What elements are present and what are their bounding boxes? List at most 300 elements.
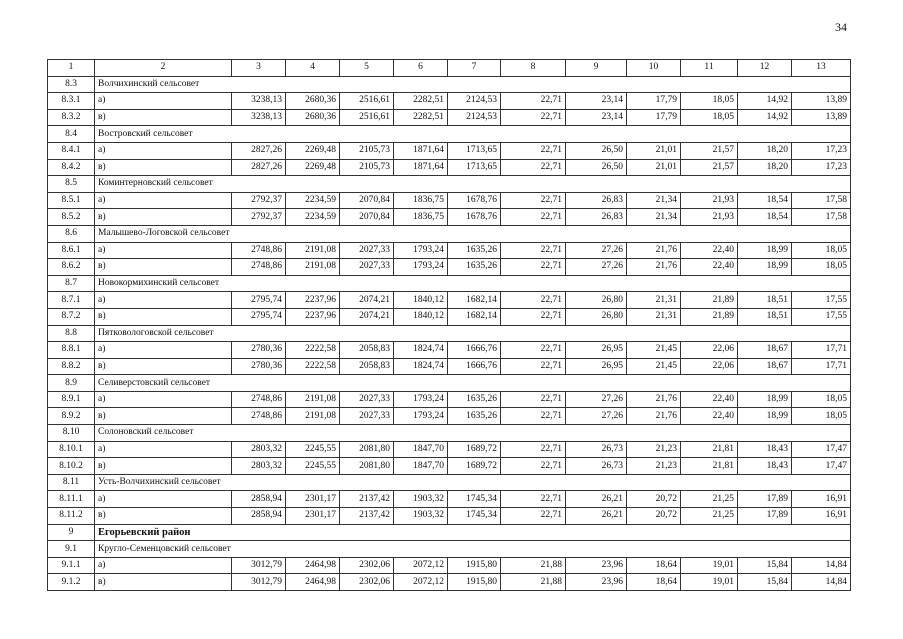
table-row bbox=[48, 209, 851, 226]
value-cell: 22,06 bbox=[681, 342, 738, 359]
value-cell: 2795,74 bbox=[232, 308, 286, 325]
value-cell: 2301,17 bbox=[286, 491, 340, 508]
value-cell: 2027,33 bbox=[340, 408, 394, 425]
value-cell: 1836,75 bbox=[394, 209, 448, 226]
value-cell: 18,43 bbox=[738, 458, 792, 475]
value-cell: 17,47 bbox=[792, 458, 851, 475]
page-number: 34 bbox=[835, 20, 847, 34]
value-cell: 21,89 bbox=[681, 308, 738, 325]
value-cell: 17,71 bbox=[792, 342, 851, 359]
value-cell: 22,40 bbox=[681, 242, 738, 259]
value-cell: 1713,65 bbox=[448, 142, 501, 159]
value-cell: 1635,26 bbox=[448, 242, 501, 259]
column-header: 1 bbox=[48, 60, 95, 77]
value-cell: 13,89 bbox=[792, 93, 851, 110]
district-name: Егорьевский район bbox=[95, 524, 851, 541]
value-cell: 2058,83 bbox=[340, 342, 394, 359]
row-number: 8.3.1 bbox=[48, 93, 95, 110]
row-number: 8.5.2 bbox=[48, 209, 95, 226]
value-cell: 18,20 bbox=[738, 142, 792, 159]
value-cell: 1682,14 bbox=[448, 308, 501, 325]
row-number: 8.7.2 bbox=[48, 308, 95, 325]
value-cell: 19,01 bbox=[681, 574, 738, 591]
value-cell: 21,76 bbox=[627, 391, 681, 408]
value-cell: 22,71 bbox=[501, 192, 566, 209]
value-cell: 2137,42 bbox=[340, 491, 394, 508]
value-cell: 21,01 bbox=[627, 159, 681, 176]
value-cell: 18,05 bbox=[792, 259, 851, 276]
table-row bbox=[48, 308, 851, 325]
column-header: 9 bbox=[566, 60, 627, 77]
value-cell: 17,23 bbox=[792, 142, 851, 159]
value-cell: 2464,98 bbox=[286, 574, 340, 591]
value-cell: 2748,86 bbox=[232, 242, 286, 259]
value-cell: 22,71 bbox=[501, 242, 566, 259]
value-cell: 2237,96 bbox=[286, 292, 340, 309]
value-cell: 15,84 bbox=[738, 557, 792, 574]
value-cell: 2070,84 bbox=[340, 209, 394, 226]
column-header: 13 bbox=[792, 60, 851, 77]
value-cell: 18,05 bbox=[681, 109, 738, 126]
value-cell: 21,34 bbox=[627, 209, 681, 226]
value-cell: 2070,84 bbox=[340, 192, 394, 209]
row-number: 8.9 bbox=[48, 375, 95, 392]
group-row bbox=[48, 176, 851, 193]
value-cell: 21,25 bbox=[681, 491, 738, 508]
value-cell: 22,71 bbox=[501, 458, 566, 475]
value-cell: 18,43 bbox=[738, 441, 792, 458]
table-row bbox=[48, 358, 851, 375]
group-row bbox=[48, 425, 851, 442]
value-cell: 22,71 bbox=[501, 408, 566, 425]
value-cell: 2795,74 bbox=[232, 292, 286, 309]
district-row bbox=[48, 524, 851, 541]
value-cell: 1840,12 bbox=[394, 292, 448, 309]
value-cell: 22,71 bbox=[501, 109, 566, 126]
value-cell: 2269,48 bbox=[286, 159, 340, 176]
value-cell: 1793,24 bbox=[394, 391, 448, 408]
row-number: 8.7 bbox=[48, 275, 95, 292]
value-cell: 2191,08 bbox=[286, 408, 340, 425]
row-number: 8.8.2 bbox=[48, 358, 95, 375]
settlement-name: Усть-Волчихинский сельсовет bbox=[95, 474, 851, 491]
value-cell: 22,71 bbox=[501, 508, 566, 525]
value-cell: 2027,33 bbox=[340, 391, 394, 408]
value-cell: 22,71 bbox=[501, 441, 566, 458]
value-cell: 2827,26 bbox=[232, 142, 286, 159]
value-cell: 21,76 bbox=[627, 242, 681, 259]
value-cell: 16,91 bbox=[792, 491, 851, 508]
row-number: 8.4 bbox=[48, 126, 95, 143]
value-cell: 2302,06 bbox=[340, 557, 394, 574]
value-cell: 2245,55 bbox=[286, 458, 340, 475]
row-label: в) bbox=[95, 458, 232, 475]
settlement-name: Солоновский сельсовет bbox=[95, 425, 851, 442]
row-number: 9.1.2 bbox=[48, 574, 95, 591]
value-cell: 26,73 bbox=[566, 441, 627, 458]
value-cell: 2858,94 bbox=[232, 491, 286, 508]
value-cell: 2680,36 bbox=[286, 93, 340, 110]
row-number: 8.6 bbox=[48, 225, 95, 242]
value-cell: 2058,83 bbox=[340, 358, 394, 375]
value-cell: 14,84 bbox=[792, 557, 851, 574]
row-number: 8.4.1 bbox=[48, 142, 95, 159]
table-row bbox=[48, 408, 851, 425]
value-cell: 14,92 bbox=[738, 109, 792, 126]
value-cell: 2237,96 bbox=[286, 308, 340, 325]
value-cell: 21,88 bbox=[501, 574, 566, 591]
value-cell: 22,71 bbox=[501, 342, 566, 359]
table-row bbox=[48, 109, 851, 126]
table-row bbox=[48, 292, 851, 309]
value-cell: 22,71 bbox=[501, 209, 566, 226]
value-cell: 21,81 bbox=[681, 458, 738, 475]
row-label: а) bbox=[95, 441, 232, 458]
row-number: 8.10 bbox=[48, 425, 95, 442]
value-cell: 2748,86 bbox=[232, 391, 286, 408]
value-cell: 2748,86 bbox=[232, 259, 286, 276]
table-row bbox=[48, 259, 851, 276]
value-cell: 2222,58 bbox=[286, 342, 340, 359]
value-cell: 14,92 bbox=[738, 93, 792, 110]
value-cell: 1682,14 bbox=[448, 292, 501, 309]
value-cell: 21,76 bbox=[627, 408, 681, 425]
value-cell: 2803,32 bbox=[232, 458, 286, 475]
value-cell: 22,71 bbox=[501, 159, 566, 176]
value-cell: 20,72 bbox=[627, 491, 681, 508]
value-cell: 21,45 bbox=[627, 358, 681, 375]
row-number: 9.1.1 bbox=[48, 557, 95, 574]
value-cell: 18,20 bbox=[738, 159, 792, 176]
row-label: а) bbox=[95, 142, 232, 159]
settlement-name: Малышево-Логовской сельсовет bbox=[95, 225, 851, 242]
value-cell: 27,26 bbox=[566, 242, 627, 259]
value-cell: 18,05 bbox=[792, 242, 851, 259]
value-cell: 26,21 bbox=[566, 491, 627, 508]
value-cell: 2780,36 bbox=[232, 358, 286, 375]
value-cell: 2282,51 bbox=[394, 93, 448, 110]
settlement-name: Кругло-Семенцовский сельсовет bbox=[95, 541, 851, 558]
column-header: 8 bbox=[501, 60, 566, 77]
value-cell: 2680,36 bbox=[286, 109, 340, 126]
value-cell: 18,51 bbox=[738, 308, 792, 325]
value-cell: 2792,37 bbox=[232, 209, 286, 226]
value-cell: 1840,12 bbox=[394, 308, 448, 325]
value-cell: 17,79 bbox=[627, 109, 681, 126]
column-header: 3 bbox=[232, 60, 286, 77]
value-cell: 21,23 bbox=[627, 458, 681, 475]
group-row bbox=[48, 541, 851, 558]
value-cell: 2105,73 bbox=[340, 142, 394, 159]
value-cell: 17,58 bbox=[792, 192, 851, 209]
value-cell: 2074,21 bbox=[340, 292, 394, 309]
row-number: 8.9.2 bbox=[48, 408, 95, 425]
row-number: 8.11 bbox=[48, 474, 95, 491]
row-label: а) bbox=[95, 93, 232, 110]
value-cell: 1824,74 bbox=[394, 342, 448, 359]
value-cell: 1915,80 bbox=[448, 557, 501, 574]
value-cell: 26,80 bbox=[566, 308, 627, 325]
value-cell: 22,71 bbox=[501, 142, 566, 159]
value-cell: 2282,51 bbox=[394, 109, 448, 126]
value-cell: 1836,75 bbox=[394, 192, 448, 209]
value-cell: 21,81 bbox=[681, 441, 738, 458]
value-cell: 22,71 bbox=[501, 391, 566, 408]
column-header: 5 bbox=[340, 60, 394, 77]
value-cell: 21,88 bbox=[501, 557, 566, 574]
value-cell: 2780,36 bbox=[232, 342, 286, 359]
row-number: 8.7.1 bbox=[48, 292, 95, 309]
tariff-table bbox=[47, 59, 851, 591]
table-row bbox=[48, 557, 851, 574]
value-cell: 21,34 bbox=[627, 192, 681, 209]
value-cell: 1666,76 bbox=[448, 342, 501, 359]
row-number: 8.10.1 bbox=[48, 441, 95, 458]
row-number: 8.9.1 bbox=[48, 391, 95, 408]
value-cell: 22,06 bbox=[681, 358, 738, 375]
row-number: 8.4.2 bbox=[48, 159, 95, 176]
value-cell: 21,31 bbox=[627, 292, 681, 309]
row-label: а) bbox=[95, 342, 232, 359]
row-label: в) bbox=[95, 109, 232, 126]
value-cell: 18,05 bbox=[792, 391, 851, 408]
value-cell: 18,99 bbox=[738, 408, 792, 425]
value-cell: 2269,48 bbox=[286, 142, 340, 159]
table-row bbox=[48, 242, 851, 259]
value-cell: 22,40 bbox=[681, 391, 738, 408]
table-row bbox=[48, 391, 851, 408]
value-cell: 2858,94 bbox=[232, 508, 286, 525]
row-label: а) bbox=[95, 391, 232, 408]
value-cell: 16,91 bbox=[792, 508, 851, 525]
value-cell: 17,79 bbox=[627, 93, 681, 110]
value-cell: 17,71 bbox=[792, 358, 851, 375]
value-cell: 2803,32 bbox=[232, 441, 286, 458]
value-cell: 26,83 bbox=[566, 209, 627, 226]
row-number: 8.8.1 bbox=[48, 342, 95, 359]
value-cell: 15,84 bbox=[738, 574, 792, 591]
value-cell: 21,93 bbox=[681, 192, 738, 209]
column-header: 12 bbox=[738, 60, 792, 77]
value-cell: 1903,32 bbox=[394, 491, 448, 508]
value-cell: 2072,12 bbox=[394, 574, 448, 591]
value-cell: 3238,13 bbox=[232, 109, 286, 126]
value-cell: 13,89 bbox=[792, 109, 851, 126]
group-row bbox=[48, 375, 851, 392]
table-row bbox=[48, 342, 851, 359]
value-cell: 26,95 bbox=[566, 358, 627, 375]
row-label: в) bbox=[95, 159, 232, 176]
value-cell: 18,05 bbox=[792, 408, 851, 425]
value-cell: 1635,26 bbox=[448, 391, 501, 408]
table-row bbox=[48, 142, 851, 159]
value-cell: 2245,55 bbox=[286, 441, 340, 458]
row-number: 8.11.2 bbox=[48, 508, 95, 525]
row-label: в) bbox=[95, 209, 232, 226]
value-cell: 2081,80 bbox=[340, 441, 394, 458]
value-cell: 22,71 bbox=[501, 491, 566, 508]
value-cell: 1745,34 bbox=[448, 491, 501, 508]
row-number: 8.8 bbox=[48, 325, 95, 342]
value-cell: 2027,33 bbox=[340, 259, 394, 276]
value-cell: 18,99 bbox=[738, 391, 792, 408]
table-body bbox=[48, 76, 851, 590]
value-cell: 1678,76 bbox=[448, 209, 501, 226]
value-cell: 18,67 bbox=[738, 342, 792, 359]
value-cell: 23,14 bbox=[566, 109, 627, 126]
value-cell: 21,93 bbox=[681, 209, 738, 226]
row-label: в) bbox=[95, 408, 232, 425]
value-cell: 2222,58 bbox=[286, 358, 340, 375]
column-header: 10 bbox=[627, 60, 681, 77]
value-cell: 27,26 bbox=[566, 391, 627, 408]
value-cell: 22,71 bbox=[501, 358, 566, 375]
group-row bbox=[48, 474, 851, 491]
value-cell: 1793,24 bbox=[394, 242, 448, 259]
value-cell: 2137,42 bbox=[340, 508, 394, 525]
value-cell: 20,72 bbox=[627, 508, 681, 525]
value-cell: 1903,32 bbox=[394, 508, 448, 525]
value-cell: 18,51 bbox=[738, 292, 792, 309]
value-cell: 1824,74 bbox=[394, 358, 448, 375]
value-cell: 1745,34 bbox=[448, 508, 501, 525]
value-cell: 2516,61 bbox=[340, 109, 394, 126]
value-cell: 22,40 bbox=[681, 259, 738, 276]
value-cell: 2074,21 bbox=[340, 308, 394, 325]
value-cell: 1793,24 bbox=[394, 408, 448, 425]
table-row bbox=[48, 93, 851, 110]
value-cell: 23,14 bbox=[566, 93, 627, 110]
value-cell: 22,71 bbox=[501, 259, 566, 276]
value-cell: 1847,70 bbox=[394, 458, 448, 475]
row-number: 8.3.2 bbox=[48, 109, 95, 126]
table-row bbox=[48, 508, 851, 525]
settlement-name: Пятковологовской сельсовет bbox=[95, 325, 851, 342]
row-number: 8.5.1 bbox=[48, 192, 95, 209]
value-cell: 23,96 bbox=[566, 557, 627, 574]
value-cell: 21,57 bbox=[681, 142, 738, 159]
value-cell: 17,23 bbox=[792, 159, 851, 176]
value-cell: 1713,65 bbox=[448, 159, 501, 176]
column-header: 11 bbox=[681, 60, 738, 77]
value-cell: 17,89 bbox=[738, 508, 792, 525]
value-cell: 2827,26 bbox=[232, 159, 286, 176]
value-cell: 26,73 bbox=[566, 458, 627, 475]
value-cell: 17,58 bbox=[792, 209, 851, 226]
value-cell: 2191,08 bbox=[286, 242, 340, 259]
value-cell: 21,89 bbox=[681, 292, 738, 309]
value-cell: 1915,80 bbox=[448, 574, 501, 591]
value-cell: 2072,12 bbox=[394, 557, 448, 574]
row-label: в) bbox=[95, 358, 232, 375]
value-cell: 2124,53 bbox=[448, 109, 501, 126]
value-cell: 2191,08 bbox=[286, 391, 340, 408]
row-number: 8.6.1 bbox=[48, 242, 95, 259]
settlement-name: Новокормихинский сельсовет bbox=[95, 275, 851, 292]
value-cell: 26,95 bbox=[566, 342, 627, 359]
settlement-name: Востровский сельсовет bbox=[95, 126, 851, 143]
table-row bbox=[48, 491, 851, 508]
group-row bbox=[48, 325, 851, 342]
value-cell: 23,96 bbox=[566, 574, 627, 591]
value-cell: 1689,72 bbox=[448, 458, 501, 475]
value-cell: 2105,73 bbox=[340, 159, 394, 176]
value-cell: 27,26 bbox=[566, 408, 627, 425]
row-label: а) bbox=[95, 192, 232, 209]
table-row bbox=[48, 574, 851, 591]
column-header: 2 bbox=[95, 60, 232, 77]
column-header: 7 bbox=[448, 60, 501, 77]
table-row bbox=[48, 441, 851, 458]
value-cell: 1871,64 bbox=[394, 159, 448, 176]
value-cell: 2792,37 bbox=[232, 192, 286, 209]
row-number: 8.3 bbox=[48, 76, 95, 93]
row-number: 9 bbox=[48, 524, 95, 541]
value-cell: 26,83 bbox=[566, 192, 627, 209]
value-cell: 17,55 bbox=[792, 308, 851, 325]
table-row bbox=[48, 458, 851, 475]
row-label: а) bbox=[95, 242, 232, 259]
value-cell: 18,54 bbox=[738, 192, 792, 209]
value-cell: 2081,80 bbox=[340, 458, 394, 475]
value-cell: 18,54 bbox=[738, 209, 792, 226]
value-cell: 3238,13 bbox=[232, 93, 286, 110]
settlement-name: Коминтерновский сельсовет bbox=[95, 176, 851, 193]
row-number: 8.6.2 bbox=[48, 259, 95, 276]
value-cell: 21,76 bbox=[627, 259, 681, 276]
settlement-name: Волчихинский сельсовет bbox=[95, 76, 851, 93]
value-cell: 14,84 bbox=[792, 574, 851, 591]
row-label: в) bbox=[95, 574, 232, 591]
value-cell: 2124,53 bbox=[448, 93, 501, 110]
group-row bbox=[48, 225, 851, 242]
header-row bbox=[48, 60, 851, 77]
value-cell: 17,47 bbox=[792, 441, 851, 458]
value-cell: 1847,70 bbox=[394, 441, 448, 458]
value-cell: 22,71 bbox=[501, 93, 566, 110]
value-cell: 1666,76 bbox=[448, 358, 501, 375]
group-row bbox=[48, 275, 851, 292]
value-cell: 18,05 bbox=[681, 93, 738, 110]
value-cell: 21,01 bbox=[627, 142, 681, 159]
value-cell: 22,71 bbox=[501, 308, 566, 325]
value-cell: 21,57 bbox=[681, 159, 738, 176]
value-cell: 21,45 bbox=[627, 342, 681, 359]
value-cell: 18,99 bbox=[738, 242, 792, 259]
row-label: а) bbox=[95, 292, 232, 309]
value-cell: 26,21 bbox=[566, 508, 627, 525]
table-row bbox=[48, 159, 851, 176]
row-number: 8.5 bbox=[48, 176, 95, 193]
row-label: в) bbox=[95, 259, 232, 276]
settlement-name: Селиверстовский сельсовет bbox=[95, 375, 851, 392]
value-cell: 2234,59 bbox=[286, 192, 340, 209]
row-label: в) bbox=[95, 508, 232, 525]
value-cell: 18,64 bbox=[627, 557, 681, 574]
value-cell: 18,64 bbox=[627, 574, 681, 591]
value-cell: 1678,76 bbox=[448, 192, 501, 209]
value-cell: 1689,72 bbox=[448, 441, 501, 458]
group-row bbox=[48, 76, 851, 93]
column-header: 4 bbox=[286, 60, 340, 77]
value-cell: 21,23 bbox=[627, 441, 681, 458]
value-cell: 2464,98 bbox=[286, 557, 340, 574]
value-cell: 26,50 bbox=[566, 159, 627, 176]
value-cell: 2302,06 bbox=[340, 574, 394, 591]
value-cell: 26,50 bbox=[566, 142, 627, 159]
value-cell: 19,01 bbox=[681, 557, 738, 574]
value-cell: 1635,26 bbox=[448, 408, 501, 425]
